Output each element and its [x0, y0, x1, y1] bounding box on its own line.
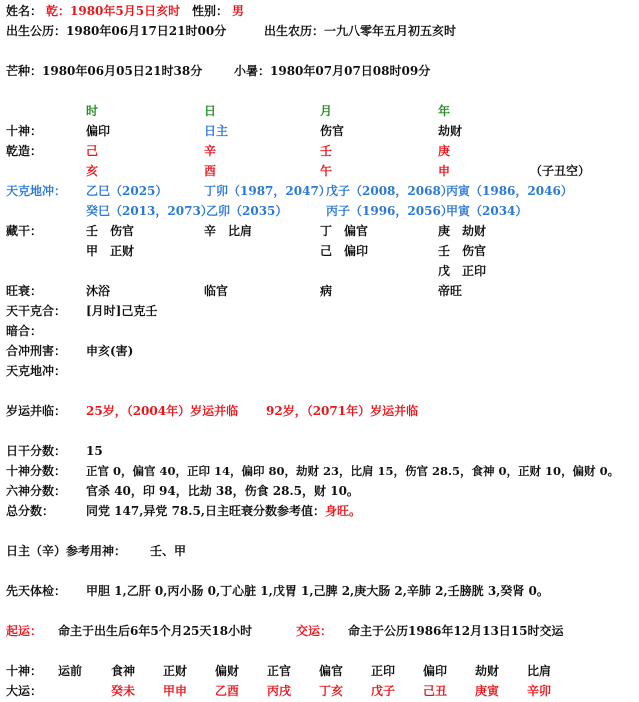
pillar-header-year: 年: [438, 104, 451, 118]
dayun-ganzhi-4: 丙戌: [267, 684, 292, 698]
dayun-ganzhi-1: 癸未: [111, 684, 136, 698]
qianzao-label: 乾造：: [6, 144, 43, 158]
wangshuai-hour: 沐浴: [86, 284, 111, 298]
tijian-label: 先天体检：: [6, 584, 67, 598]
stem-year: 庚: [438, 144, 451, 158]
dayun-label: 大运：: [6, 684, 43, 698]
suiyun-value-2: 92岁，（2071年）岁运并临: [266, 404, 419, 418]
tkdc-r1-c1: 乙巳（2025）: [86, 184, 168, 198]
tiangan-kehe-value: [月时]己克壬: [86, 304, 158, 318]
shishen-score-label: 十神分数：: [6, 464, 67, 478]
wangshuai-year: 帝旺: [438, 284, 463, 298]
shishen-year: 劫财: [438, 124, 463, 138]
canggan-year-2: 壬 伤官: [438, 244, 487, 258]
branch-month: 午: [320, 164, 333, 178]
dayun-shishen-5: 偏官: [319, 664, 344, 678]
dayun-ganzhi-2: 甲申: [163, 684, 188, 698]
dayun-ganzhi-3: 乙酉: [215, 684, 240, 698]
tkdc-r1-c2: 丁卯（1987，2047）: [204, 184, 331, 198]
jiaoyun-label: 交运：: [296, 624, 333, 638]
canggan-hour-2: 甲 正财: [86, 244, 135, 258]
dayun-shishen-1: 食神: [111, 664, 136, 678]
dayun-shishen-9: 比肩: [527, 664, 552, 678]
tiankedichong-label: 天克地冲：: [6, 184, 67, 198]
dayun-ganzhi-5: 丁亥: [319, 684, 344, 698]
liuqin-score-label: 六神分数：: [6, 484, 67, 498]
tkdc-r1-c4: 丙寅（1986，2046）: [446, 184, 573, 198]
wangshuai-label: 旺衰：: [6, 284, 43, 298]
wangshuai-month: 病: [320, 284, 333, 298]
dayun-shishen-2: 正财: [163, 664, 188, 678]
dayun-ganzhi-9: 辛卯: [527, 684, 552, 698]
dayun-shishen-8: 劫财: [475, 664, 500, 678]
canggan-year-3: 戊 正印: [438, 264, 487, 278]
yongshen-label: 日主（辛）参考用神：: [6, 544, 127, 558]
canggan-day-1: 辛 比肩: [204, 224, 253, 238]
rigan-score-value: 15: [86, 444, 103, 458]
dayun-shishen-6: 正印: [371, 664, 396, 678]
qiyun-value: 命主于出生后6年5个月25天18小时: [58, 624, 253, 638]
anhe-label: 暗合：: [6, 324, 43, 338]
dayun-ganzhi-6: 戊子: [371, 684, 396, 698]
dayun-ganzhi-7: 己丑: [423, 684, 448, 698]
hechong-label: 合冲刑害：: [6, 344, 67, 358]
suiyun-value-1: 25岁，（2004年）岁运并临: [86, 404, 239, 418]
lunar-birth: 出生农历：一九八零年五月初五亥时: [264, 24, 457, 38]
sex-value: 男: [232, 4, 245, 18]
name-value: 乾：1980年5月5日亥时: [46, 4, 181, 18]
canggan-label: 藏干：: [6, 224, 43, 238]
total-score-label: 总分数：: [6, 504, 55, 518]
canggan-year-1: 庚 劫财: [438, 224, 487, 238]
dayun-shishen-label: 十神：: [6, 664, 43, 678]
canggan-hour-1: 壬 伤官: [86, 224, 135, 238]
total-score-result: 身旺。: [325, 504, 362, 518]
tkdc-r2-c4: 甲寅（2034）: [446, 204, 528, 218]
tkdc-r2-c1: 癸巳（2013，2073）: [86, 204, 213, 218]
suiyun-label: 岁运并临：: [6, 404, 67, 418]
shishen-day: 日主: [204, 124, 229, 138]
shishen-score-value: 正官 0，偏官 40，正印 14，偏印 80，劫财 23，比肩 15，伤官 28.5，食神 0，正财 10，偏财 0。: [86, 464, 620, 478]
jiaoyun-value: 命主于公历1986年12月13日15时交运: [348, 624, 564, 638]
dayun-shishen-3: 偏财: [215, 664, 240, 678]
stem-day: 辛: [204, 144, 217, 158]
total-score-text: 同党 147,异党 78.5,日主旺衰分数参考值：: [86, 504, 325, 518]
dayun-shishen-7: 偏印: [423, 664, 448, 678]
canggan-month-1: 丁 偏官: [320, 224, 369, 238]
total-score-value: [86, 504, 361, 518]
kongwang: （子丑空）: [530, 164, 591, 178]
shishen-month: 伤官: [320, 124, 345, 138]
tkdc-r2-c2: 乙卯（2035）: [206, 204, 288, 218]
tkdc-r2-c3: 丙子（1996，2056）: [326, 204, 453, 218]
name-label: 姓名：: [6, 4, 43, 18]
rigan-score-label: 日干分数：: [6, 444, 67, 458]
shishen-hour: 偏印: [86, 124, 111, 138]
pillar-header-day: 日: [204, 104, 217, 118]
liuqin-score-value: 官杀 40，印 94，比劫 38，伤食 28.5，财 10。: [86, 484, 359, 498]
solar-birth: 出生公历：1980年06月17日21时00分: [6, 24, 227, 38]
stem-month: 壬: [320, 144, 333, 158]
branch-day: 酉: [204, 164, 217, 178]
tiangan-kehe-label: 天干克合：: [6, 304, 67, 318]
xiaoshu: 小暑：1980年07月07日08时09分: [234, 64, 431, 78]
dayun-ganzhi-8: 庚寅: [475, 684, 500, 698]
canggan-month-2: 己 偏印: [320, 244, 369, 258]
tiankedichong-label-2: 天克地冲：: [6, 364, 67, 378]
pillar-header-month: 月: [320, 104, 333, 118]
hechong-value: 申亥(害): [86, 344, 134, 358]
stem-hour: 己: [86, 144, 99, 158]
branch-hour: 亥: [86, 164, 99, 178]
dayun-shishen-0: 运前: [58, 664, 83, 678]
sex-label: 性别：: [192, 4, 229, 18]
pillar-header-hour: 时: [86, 104, 99, 118]
branch-year: 申: [438, 164, 451, 178]
qiyun-label: 起运：: [6, 624, 43, 638]
mangzhong: 芒种：1980年06月05日21时38分: [6, 64, 203, 78]
shishen-label: 十神：: [6, 124, 43, 138]
wangshuai-day: 临官: [204, 284, 229, 298]
tkdc-r1-c3: 戊子（2008，2068）: [326, 184, 453, 198]
dayun-shishen-4: 正官: [267, 664, 292, 678]
yongshen-value: 壬、甲: [150, 544, 187, 558]
tijian-value: 甲胆 1,乙肝 0,丙小肠 0,丁心脏 1,戊胃 1,己脾 2,庚大肠 2,辛肺 2,壬膀胱 3,癸肾 0。: [86, 584, 549, 598]
